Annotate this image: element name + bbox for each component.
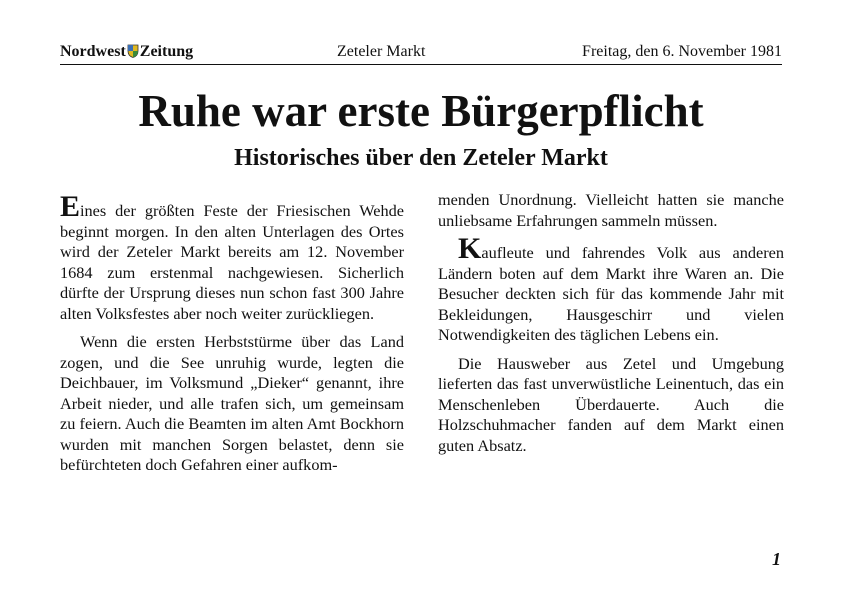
drop-cap: E: [60, 190, 81, 223]
article-column-1: [60, 190, 404, 476]
paragraph-2: Wenn die ersten Herbststürme über das Land zogen, und die See unruhig wurde, legten die Deichbauer, im Volksmund „Dieker“ genannt, ihre Arbeit nieder, und alle trafen sich, um gemeinsam zu feiern. Auch die Beamten im alten Amt Bockhorn wurden mit manchen Sorgen belastet, denn sie befürchteten doch Gefahren einer aufkom-: [60, 332, 404, 474]
issue-date: Freitag, den 6. November 1981: [582, 43, 782, 60]
coat-of-arms-icon: [127, 44, 139, 58]
paragraph-1: [60, 190, 404, 324]
headline: Ruhe war erste Bürgerpflicht: [138, 86, 704, 136]
masthead: [60, 43, 782, 63]
subheadline: Historisches über den Zeteler Markt: [234, 145, 608, 171]
paragraph-1-text: ines der größten Feste der Friesischen Wehde beginnt morgen. In den alten Unterlagen des Ortes wird der Zeteler Markt bereits am 12. November 1684 zum erstenmal nachgewiesen. Sicherlich dürfte der Ursprung dieses nun schon fast 300 Jahre alten Volksfestes aber noch weiter zurückliegen.: [60, 201, 404, 323]
newspaper-name-part1: Nordwest: [60, 43, 126, 60]
paragraph-3: menden Unordnung. Vielleicht hatten sie manche unliebsame Erfahrungen sammeln müssen.: [438, 190, 784, 230]
page-number: 1: [772, 549, 781, 569]
drop-cap: K: [458, 232, 482, 265]
newspaper-name: [60, 43, 193, 61]
paragraph-4: [438, 232, 784, 346]
header-rule: [60, 64, 782, 65]
newspaper-name-part2: Zeitung: [139, 43, 194, 60]
paragraph-4-text: aufleute und fahrendes Volk aus anderen Ländern boten auf dem Markt ihre Waren an. Die Besucher deckten sich für das kommende Jahr mit Bekleidungen, Hausgeschirr und vielen Notwendigkeiten des täglichen Lebens ein.: [438, 243, 784, 344]
article-column-2: [438, 190, 784, 456]
section-name: Zeteler Markt: [337, 43, 426, 60]
paragraph-5: Die Hausweber aus Zetel und Umgebung lieferten das fast unverwüstliche Leinentuch, das ein Menschenleben Überdauerte. Auch die Holzschuhmacher fanden auf dem Markt einen guten Absatz.: [438, 353, 784, 455]
